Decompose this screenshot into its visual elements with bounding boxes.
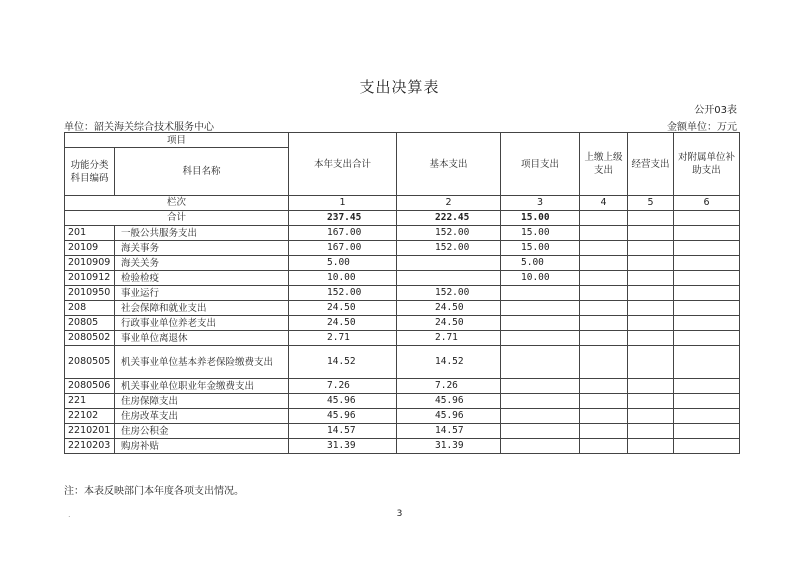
page-title: 支出决算表 (359, 78, 440, 96)
row-code: 20109 (65, 241, 115, 256)
col-index-1: 1 (289, 196, 397, 211)
row-business (628, 256, 674, 271)
row-basic: 45.96 (397, 394, 501, 409)
row-total: 24.50 (289, 301, 397, 316)
row-project (501, 316, 580, 331)
table-row (65, 241, 740, 256)
row-project (501, 346, 580, 379)
row-index-label: 栏次 (65, 196, 289, 211)
unit-label: 单位：韶关海关综合技术服务中心 (64, 122, 214, 133)
row-upper (580, 241, 628, 256)
row-business (628, 271, 674, 286)
col-index-6: 6 (674, 196, 740, 211)
row-project (501, 409, 580, 424)
row-subject-name: 一般公共服务支出 (115, 226, 289, 241)
row-subsidy (674, 256, 740, 271)
table-row (65, 331, 740, 346)
row-basic: 152.00 (397, 226, 501, 241)
row-business (628, 301, 674, 316)
row-upper (580, 424, 628, 439)
row-upper (580, 439, 628, 454)
row-total: 45.96 (289, 409, 397, 424)
total-row-subsidy (674, 211, 740, 226)
row-subject-name: 事业运行 (115, 286, 289, 301)
row-code: 2080505 (65, 346, 115, 379)
row-code: 208 (65, 301, 115, 316)
col-index-3: 3 (501, 196, 580, 211)
table-row (65, 271, 740, 286)
row-subject-name: 社会保障和就业支出 (115, 301, 289, 316)
row-total: 152.00 (289, 286, 397, 301)
header-project: 项目支出 (501, 133, 580, 196)
row-subject-name: 住房保障支出 (115, 394, 289, 409)
row-code: 22102 (65, 409, 115, 424)
row-code: 2010912 (65, 271, 115, 286)
table-code: 公开03表 (694, 105, 737, 116)
row-subject-name: 检验检疫 (115, 271, 289, 286)
row-upper (580, 379, 628, 394)
row-subject-name: 事业单位离退休 (115, 331, 289, 346)
row-upper (580, 409, 628, 424)
table-row (65, 301, 740, 316)
row-code: 2010950 (65, 286, 115, 301)
row-total: 14.52 (289, 346, 397, 379)
row-subject-name: 海关关务 (115, 256, 289, 271)
row-business (628, 439, 674, 454)
table-row (65, 409, 740, 424)
row-basic: 14.57 (397, 424, 501, 439)
row-business (628, 226, 674, 241)
row-basic: 152.00 (397, 241, 501, 256)
row-upper (580, 226, 628, 241)
expenditure-table (64, 132, 740, 454)
row-business (628, 409, 674, 424)
header-subsidy: 对附属单位补助支出 (674, 133, 740, 196)
row-code: 221 (65, 394, 115, 409)
header-basic: 基本支出 (397, 133, 501, 196)
row-basic (397, 271, 501, 286)
row-business (628, 316, 674, 331)
row-subject-name: 住房改革支出 (115, 409, 289, 424)
row-project: 15.00 (501, 241, 580, 256)
row-project (501, 394, 580, 409)
row-subsidy (674, 379, 740, 394)
col-index-2: 2 (397, 196, 501, 211)
table-row (65, 439, 740, 454)
row-business (628, 241, 674, 256)
table-row (65, 256, 740, 271)
row-upper (580, 256, 628, 271)
row-project: 10.00 (501, 271, 580, 286)
row-code: 20805 (65, 316, 115, 331)
row-subsidy (674, 241, 740, 256)
row-total: 7.26 (289, 379, 397, 394)
header-item: 项目 (65, 133, 289, 148)
header-total: 本年支出合计 (289, 133, 397, 196)
row-subsidy (674, 394, 740, 409)
row-basic: 152.00 (397, 286, 501, 301)
row-subsidy (674, 409, 740, 424)
row-basic: 2.71 (397, 331, 501, 346)
page-number: 3 (396, 509, 403, 519)
row-project (501, 424, 580, 439)
row-upper (580, 286, 628, 301)
table-body (65, 226, 740, 454)
row-code: 2210201 (65, 424, 115, 439)
row-subsidy (674, 331, 740, 346)
row-project (501, 286, 580, 301)
row-basic: 31.39 (397, 439, 501, 454)
row-subsidy (674, 316, 740, 331)
row-subject-name: 海关事务 (115, 241, 289, 256)
row-total: 2.71 (289, 331, 397, 346)
row-code: 2080506 (65, 379, 115, 394)
row-subject-name: 机关事业单位职业年金缴费支出 (115, 379, 289, 394)
total-row-total: 237.45 (289, 211, 397, 226)
header-func-code: 功能分类科目编码 (65, 148, 115, 196)
row-subsidy (674, 346, 740, 379)
row-subject-name: 机关事业单位基本养老保险缴费支出 (115, 346, 289, 379)
row-business (628, 286, 674, 301)
row-subsidy (674, 439, 740, 454)
table-row (65, 226, 740, 241)
row-basic: 14.52 (397, 346, 501, 379)
row-project: 5.00 (501, 256, 580, 271)
table-row (65, 346, 740, 379)
total-row-project: 15.00 (501, 211, 580, 226)
table-row (65, 316, 740, 331)
row-business (628, 331, 674, 346)
row-project (501, 331, 580, 346)
row-code: 201 (65, 226, 115, 241)
total-row-basic: 222.45 (397, 211, 501, 226)
row-total: 31.39 (289, 439, 397, 454)
row-subsidy (674, 271, 740, 286)
row-project (501, 379, 580, 394)
row-business (628, 346, 674, 379)
row-subsidy (674, 286, 740, 301)
row-subsidy (674, 424, 740, 439)
total-row-upper (580, 211, 628, 226)
row-basic: 24.50 (397, 316, 501, 331)
row-total: 45.96 (289, 394, 397, 409)
row-code: 2010909 (65, 256, 115, 271)
row-upper (580, 331, 628, 346)
row-project: 15.00 (501, 226, 580, 241)
row-basic: 24.50 (397, 301, 501, 316)
row-total: 10.00 (289, 271, 397, 286)
header-business: 经营支出 (628, 133, 674, 196)
row-basic: 7.26 (397, 379, 501, 394)
corner-mark: . (68, 510, 71, 519)
row-upper (580, 316, 628, 331)
row-business (628, 394, 674, 409)
row-project (501, 301, 580, 316)
row-total: 167.00 (289, 226, 397, 241)
row-business (628, 379, 674, 394)
row-basic: 45.96 (397, 409, 501, 424)
row-business (628, 424, 674, 439)
row-subject-name: 行政事业单位养老支出 (115, 316, 289, 331)
row-code: 2210203 (65, 439, 115, 454)
table-row (65, 286, 740, 301)
row-total: 167.00 (289, 241, 397, 256)
row-subsidy (674, 301, 740, 316)
header-upper: 上缴上级支出 (580, 133, 628, 196)
row-upper (580, 346, 628, 379)
total-row-business (628, 211, 674, 226)
header-subject-name: 科目名称 (115, 148, 289, 196)
row-subject-name: 购房补贴 (115, 439, 289, 454)
row-upper (580, 301, 628, 316)
col-index-4: 4 (580, 196, 628, 211)
row-total: 24.50 (289, 316, 397, 331)
table-note: 注：本表反映部门本年度各项支出情况。 (64, 486, 244, 497)
table-row (65, 424, 740, 439)
row-total: 5.00 (289, 256, 397, 271)
row-upper (580, 271, 628, 286)
col-index-5: 5 (628, 196, 674, 211)
row-project (501, 439, 580, 454)
total-row-label: 合计 (65, 211, 289, 226)
row-subsidy (674, 226, 740, 241)
table-row (65, 379, 740, 394)
row-subject-name: 住房公积金 (115, 424, 289, 439)
table-row (65, 394, 740, 409)
row-upper (580, 394, 628, 409)
row-basic (397, 256, 501, 271)
amount-unit: 金额单位：万元 (667, 122, 737, 133)
row-total: 14.57 (289, 424, 397, 439)
row-code: 2080502 (65, 331, 115, 346)
